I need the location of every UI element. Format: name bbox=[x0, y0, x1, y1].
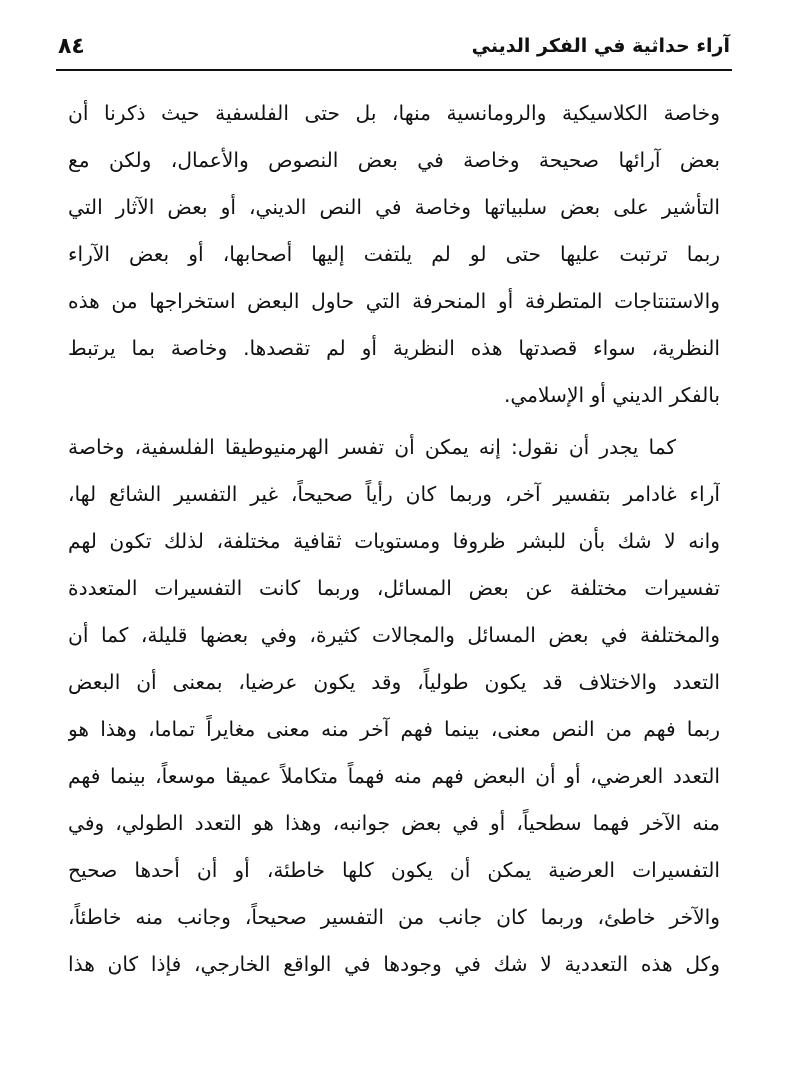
text-line: ربما فهم من النص معنى، بينما فهم آخر منه معنى مغايراً تماما، وهذا هو bbox=[68, 717, 720, 741]
text-line: التعدد والاختلاف قد يكون طولياً، وقد يكون عرضيا، بمعنى أن البعض bbox=[68, 670, 720, 694]
text-line: والاستنتاجات المتطرفة أو المنحرفة التي حاول البعض استخراجها من هذه bbox=[68, 289, 720, 313]
text-line: تفسيرات مختلفة عن بعض المسائل، وربما كانت التفسيرات المتعددة bbox=[68, 576, 720, 600]
header-rule bbox=[56, 69, 732, 71]
text-line: بالفكر الديني أو الإسلامي. bbox=[503, 383, 720, 407]
page-header bbox=[58, 28, 730, 64]
text-line: والآخر خاطئ، وربما كان جانب من التفسير صحيحاً، وجانب منه خاطئاً، bbox=[68, 905, 720, 929]
body-text bbox=[68, 90, 720, 988]
text-line: بعض آرائها صحيحة وخاصة في بعض النصوص والأعمال، ولكن مع bbox=[68, 148, 720, 172]
text-line: والمختلفة في بعض المسائل والمجالات كثيرة، وفي بعضها قليلة، كما أن bbox=[68, 623, 720, 647]
text-line: التعدد العرضي، أو أن البعض فهم منه فهماً متكاملاً عميقا موسعاً، بينما فهم bbox=[68, 764, 720, 788]
text-line: النظرية، سواء قصدتها هذه النظرية أو لم تقصدها. وخاصة بما يرتبط bbox=[68, 336, 720, 360]
text-line: آراء غادامر بتفسير آخر، وربما كان رأياً صحيحاً، غير التفسير الشائع لها، bbox=[68, 482, 720, 506]
text-line: وخاصة الكلاسيكية والرومانسية منها، بل حتى الفلسفية حيث ذكرنا أن bbox=[68, 101, 720, 125]
text-line: وكل هذه التعددية لا شك في وجودها في الواقع الخارجي، فإذا كان هذا bbox=[68, 952, 720, 976]
text-line: ربما ترتبت عليها حتى لو لم يلتفت إليها أصحابها، أو بعض الآراء bbox=[68, 242, 720, 266]
text-line: كما يجدر أن نقول: إنه يمكن أن تفسر الهرمنيوطيقا الفلسفية، وخاصة bbox=[68, 435, 676, 459]
text-line: وانه لا شك بأن للبشر ظروفا ومستويات ثقافية مختلفة، لذلك تكون لهم bbox=[68, 529, 720, 553]
text-line: منه الآخر فهما سطحياً، أو في بعض جوانبه، وهذا هو التعدد الطولي، وفي bbox=[68, 811, 720, 835]
running-title: آراء حداثية في الفكر الديني bbox=[471, 35, 730, 57]
text-line: التفسيرات العرضية يمكن أن يكون كلها خاطئة، أو أن أحدها صحيح bbox=[68, 858, 720, 882]
page-number: ٨٤ bbox=[58, 33, 85, 59]
text-line: التأشير على بعض سلبياتها وخاصة في النص الديني، أو بعض الآثار التي bbox=[68, 195, 720, 219]
